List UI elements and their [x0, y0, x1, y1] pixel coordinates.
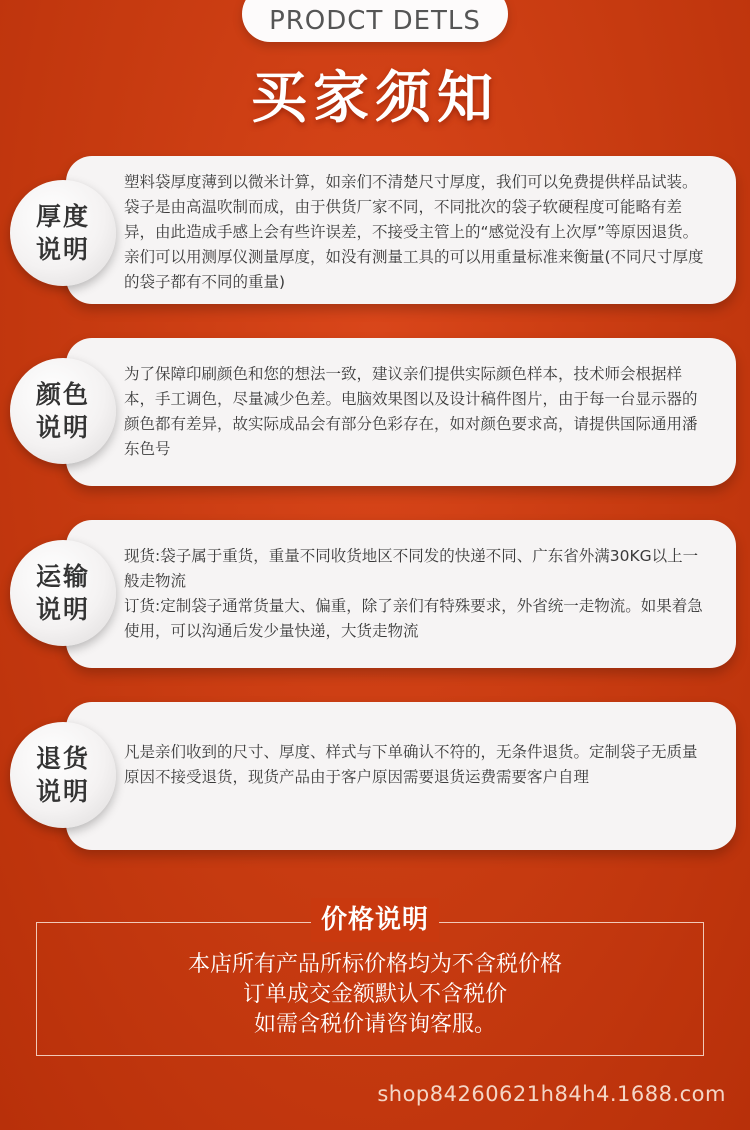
- badge-shipping: [10, 540, 116, 646]
- price-lines: [0, 950, 750, 1040]
- badge-thickness: [10, 180, 116, 286]
- info-card-returns-text: 凡是亲们收到的尺寸、厚度、样式与下单确认不符的，无条件退货。定制袋子无质量原因不接受退货，现货产品由于客户原因需要退货运费需要客户自理: [124, 743, 698, 786]
- info-card-thickness-text: 塑料袋厚度薄到以微米计算，如亲们不清楚尺寸厚度，我们可以免费提供样品试装。袋子是由高温吹制而成，由于供货厂家不同，不同批次的袋子软硬程度可能略有差异，由此造成手感上会有些许误差，不接受主管上的“感觉没有上次厚”等原因退货。亲们可以用测厚仪测量厚度，如没有测量工具的可以用重量标准来衡量(不同尺寸厚度的袋子都有不同的重量): [124, 173, 704, 291]
- info-card-shipping-text-order: 订货:定制袋子通常货量大、偏重，除了亲们有特殊要求，外省统一走物流。如果着急使用，可以沟通后发少量快递，大货走物流: [124, 597, 703, 640]
- info-card-color-text: 为了保障印刷颜色和您的想法一致，建议亲们提供实际颜色样本，技术师会根据样本，手工调色，尽量减少色差。电脑效果图以及设计稿件图片，由于每一台显示器的颜色都有差异，故实际成品会有部分色彩存在，如对颜色要求高，请提供国际通用潘东色号: [124, 365, 698, 458]
- page-title: 买家须知: [251, 66, 499, 131]
- price-line-2: 订单成交金额默认不含税价: [242, 982, 507, 1007]
- badge-shipping-line1: 运输: [35, 562, 90, 591]
- info-card-thickness: [66, 156, 736, 304]
- price-line-1: 本店所有产品所标价格均为不含税价格: [187, 952, 562, 977]
- price-title-wrap: [0, 898, 750, 942]
- info-card-shipping: [66, 520, 736, 668]
- price-title: 价格说明: [311, 898, 439, 942]
- badge-thickness-line2: 说明: [35, 235, 90, 264]
- badge-color-line1: 颜色: [35, 380, 90, 409]
- badge-returns: [10, 722, 116, 828]
- badge-thickness-line1: 厚度: [35, 202, 90, 231]
- badge-color: [10, 358, 116, 464]
- info-card-shipping-text: [124, 544, 712, 644]
- info-card-color: [66, 338, 736, 486]
- info-card-returns: [66, 702, 736, 850]
- badge-shipping-line2: 说明: [35, 595, 90, 624]
- price-line-3: 如需含税价请咨询客服。: [253, 1012, 496, 1037]
- badge-returns-line1: 退货: [35, 744, 90, 773]
- badge-color-line2: 说明: [35, 413, 90, 442]
- shop-url-watermark: shop84260621h84h4.1688.com: [377, 1082, 726, 1106]
- badge-returns-line2: 说明: [35, 777, 90, 806]
- header-pill: [242, 0, 508, 42]
- info-card-shipping-text-stock: 现货:袋子属于重货，重量不同收货地区不同发的快递不同、广东省外满30KG以上一般走物流: [124, 547, 699, 590]
- header-pill-text: PRODCT DETLS: [269, 6, 481, 36]
